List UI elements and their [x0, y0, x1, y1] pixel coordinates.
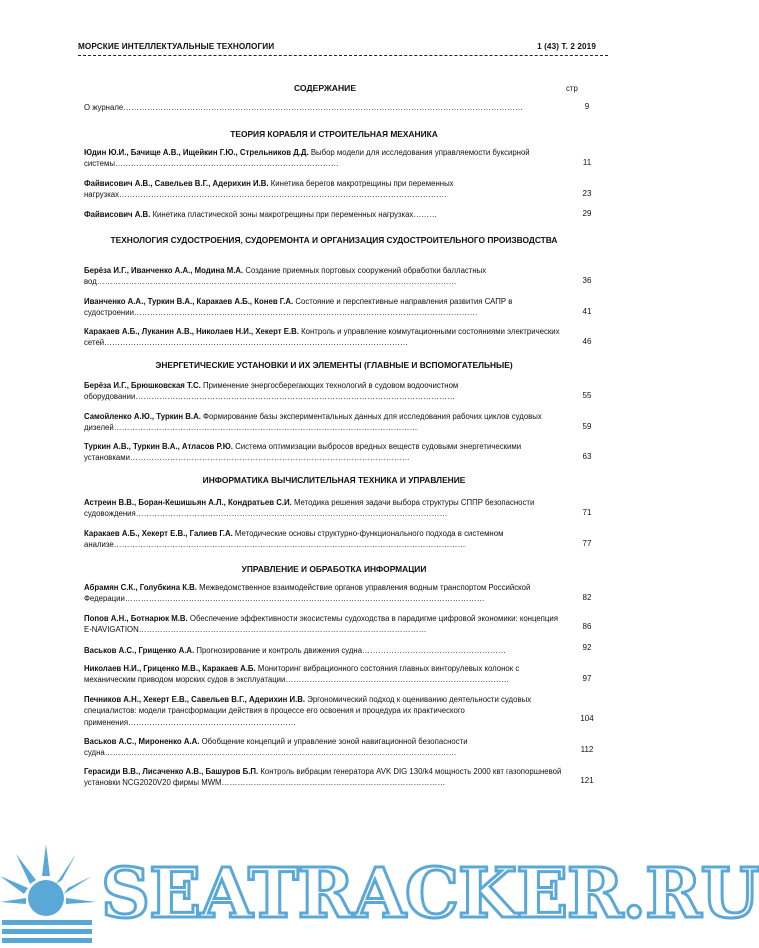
- leader-dots: ………: [413, 210, 438, 219]
- leader-dots: ……………………………………………………………………………………………………………………: [104, 748, 457, 758]
- entry-page: 121: [580, 776, 594, 785]
- entry-title: Контроль и управление коммутационными состояниями электрических сетей: [84, 327, 560, 348]
- toc-entry[interactable]: [84, 663, 562, 686]
- entry-authors: Иванченко А.А., Туркин В.А., Каракаев А.Б., Конев Г.А.: [84, 297, 294, 306]
- entry-authors: Печников А.Н., Хекерт Е.В., Савельев В.Г., Адерихин И.В.: [84, 695, 306, 704]
- toc-entry[interactable]: [84, 296, 562, 319]
- entry-title: Система оптимизации выбросов вредных веществ судовыми энергетическими установками: [84, 442, 522, 463]
- entry-page: 82: [582, 593, 592, 602]
- entry-title: Обеспечение эффективности экосистемы судоходства в парадигме цифровой экономики: концепция E-NAVIGATION: [84, 614, 558, 635]
- leader-dots: …………………………………………………………………………………………………………………: [133, 308, 478, 318]
- entry-authors: Туркин А.В., Туркин В.А., Атласов Р.Ю.: [84, 442, 233, 451]
- toc-entry[interactable]: [84, 694, 562, 728]
- header-rule: [78, 55, 608, 56]
- leader-dots: ……………………………………………………………………………………………………: [104, 338, 409, 348]
- sun-logo-icon: [0, 842, 100, 946]
- entry-title: Выбор модели для исследования управляемости буксирной системы: [84, 148, 530, 169]
- leader-dots: ………………………………………………………: [128, 717, 297, 727]
- toc-entry[interactable]: [84, 497, 562, 520]
- toc-entry[interactable]: [84, 528, 562, 551]
- leader-dots: ………………………………………………………………………………………………………: [135, 509, 448, 519]
- toc-entry[interactable]: [84, 411, 562, 434]
- page-column-label: стр: [566, 84, 578, 93]
- entry-authors: Астреин В.В., Боран-Кешишьян А.Л., Кондратьев С.И.: [84, 498, 292, 507]
- entry-title: Межведомственное взаимодействие органов управления водным транспортом Российской Федерации: [84, 583, 531, 604]
- entry-authors: Васьков А.С., Мироненко А.А.: [84, 737, 200, 746]
- entry-title: Методические основы структурно-функционального подхода в системном анализе: [84, 529, 504, 550]
- entry-page: 97: [582, 674, 592, 683]
- entry-page: 9: [584, 102, 590, 111]
- entry-authors: Юдин Ю.И., Бачище А.В., Ищейкин Г.Ю., Стрельников Д.Д.: [84, 148, 309, 157]
- entry-authors: Файвисович А.В., Савельев В.Г., Адерихин И.В.: [84, 179, 269, 188]
- section-heading: ИНФОРМАТИКА ВЫЧИСЛИТЕЛЬНАЯ ТЕХНИКА И УПРАВЛЕНИЕ: [202, 475, 466, 485]
- leader-dots: ……………………………………………………………………………………………………: [113, 423, 418, 433]
- entry-authors: Васьков А.С., Грищенко А.А.: [84, 646, 195, 655]
- entry-title: Кинетика пластической зоны макротрещины при переменных нагрузках: [152, 210, 414, 219]
- entry-page: 23: [582, 189, 592, 198]
- toc-entry[interactable]: [84, 613, 562, 636]
- toc-entry[interactable]: [84, 645, 562, 656]
- toc-entry-about[interactable]: [84, 102, 562, 113]
- leader-dots: …………………………………………………………………………………………………………: [135, 392, 456, 402]
- entry-authors: Каракаев А.Б., Луканин А.В., Николаев Н.И., Хекерт Е.В.: [84, 327, 299, 336]
- leader-dots: …………………………………………………………………………: [221, 778, 446, 788]
- toc-entry[interactable]: [84, 582, 562, 605]
- leader-dots: ……………………………………………………………………………………………: [129, 453, 410, 463]
- entry-authors: Берёза И.Г., Брюшковская Т.С.: [84, 381, 201, 390]
- entry-title: Кинетика берегов макротрещины при переменных нагрузках: [84, 179, 454, 200]
- toc-entry[interactable]: [84, 441, 562, 464]
- entry-title: Эргономический подход к оцениванию деятельности судовых специалистов: модели трансформации действия в процессе его освоения и процедура их практического применения: [84, 695, 532, 727]
- running-header: [78, 42, 596, 51]
- toc-entry[interactable]: [84, 147, 562, 170]
- leader-dots: …………………………………………………………………………: [114, 159, 339, 169]
- entry-authors: Файвисович А.В.: [84, 210, 151, 219]
- entry-title: Мониторинг вибрационного состояния главных винторулевых колонок с механическим приводом морских судов в эксплуатации: [84, 664, 520, 685]
- leader-dots: ……………………………………………………………………………………………………………………: [113, 540, 466, 550]
- section-heading: ТЕОРИЯ КОРАБЛЯ И СТРОИТЕЛЬНАЯ МЕХАНИКА: [230, 129, 438, 139]
- entry-authors: Николаев Н.И., Гриценко М.В., Каракаев А.Б.: [84, 664, 256, 673]
- entry-page: 112: [580, 745, 594, 754]
- section-heading: ТЕХНОЛОГИЯ СУДОСТРОЕНИЯ, СУДОРЕМОНТА И ОРГАНИЗАЦИЯ СУДОСТРОИТЕЛЬНОГО ПРОИЗВОДСТВА: [110, 235, 558, 245]
- issue-number: 1 (43) Т. 2 2019: [537, 42, 596, 51]
- section-heading: ЭНЕРГЕТИЧЕСКИЕ УСТАНОВКИ И ИХ ЭЛЕМЕНТЫ (ГЛАВНЫЕ И ВСПОМОГАТЕЛЬНЫЕ): [155, 360, 513, 370]
- entry-title: Контроль вибрации генератора AVK DIG 130/k4 мощность 2000 квт газопоршневой установки NCG2020V20 фирмы MWM: [84, 767, 562, 788]
- toc-title: СОДЕРЖАНИЕ: [293, 83, 357, 93]
- leader-dots: …………………………………………………………………………: [285, 675, 510, 685]
- journal-name: МОРСКИЕ ИНТЕЛЛЕКТУАЛЬНЫЕ ТЕХНОЛОГИИ: [78, 42, 275, 51]
- toc-entry[interactable]: [84, 736, 562, 759]
- entry-title: О журнале: [84, 103, 124, 112]
- toc-entry[interactable]: [84, 380, 562, 403]
- entry-page: 86: [582, 622, 592, 631]
- entry-page: 92: [582, 643, 592, 652]
- entry-page: 11: [582, 158, 592, 167]
- section-heading: УПРАВЛЕНИЕ И ОБРАБОТКА ИНФОРМАЦИИ: [241, 564, 427, 574]
- entry-page: 77: [582, 539, 592, 548]
- toc-entry[interactable]: [84, 178, 562, 201]
- leader-dots: ………………………………………………………………………………………………: [138, 625, 427, 635]
- entry-authors: Каракаев А.Б., Хекерт Е.В., Галиев Г.А.: [84, 529, 233, 538]
- entry-authors: Попов А.Н., Ботнарюк М.В.: [84, 614, 188, 623]
- entry-title: Прогнозирование и контроль движения судна: [196, 646, 363, 655]
- entry-title: Обобщение концепций и управление зоной навигационной безопасности судна: [84, 737, 468, 758]
- entry-page: 29: [582, 209, 592, 218]
- entry-authors: Герасиди В.В., Лисаченко А.В., Башуров Б.П.: [84, 767, 259, 776]
- entry-title: Создание приемных портовых сооружений обработки балластных вод: [84, 266, 487, 287]
- leader-dots: ……………………………………………………………………………………………………………………………………: [123, 103, 524, 112]
- toc-entry[interactable]: [84, 326, 562, 349]
- leader-dots: ………………………………………………: [362, 646, 507, 655]
- entry-page: 104: [580, 714, 594, 723]
- entry-page: 36: [582, 276, 592, 285]
- toc-entry[interactable]: [84, 265, 562, 288]
- entry-page: 71: [582, 508, 592, 517]
- entry-title: Методика решения задачи выбора структуры СППР безопасности судовождения: [84, 498, 535, 519]
- entry-title: Формирование базы экспериментальных данных для исследования рабочих циклов судовых дизелей: [84, 412, 542, 433]
- entry-page: 55: [582, 391, 592, 400]
- entry-title: Применение энергосберегающих технологий в судовом водоочистном оборудовании: [84, 381, 459, 402]
- entry-page: 59: [582, 422, 592, 431]
- entry-authors: Берёза И.Г., Иванченко А.А., Модина М.А.: [84, 266, 244, 275]
- leader-dots: ………………………………………………………………………………………………………………………: [124, 594, 485, 604]
- entry-authors: Самойленко А.Ю., Туркин В.А.: [84, 412, 201, 421]
- toc-entry[interactable]: [84, 766, 562, 789]
- leader-dots: ……………………………………………………………………………………………………………: [119, 190, 447, 200]
- entry-page: 41: [582, 307, 592, 316]
- entry-authors: Абрамян С.К., Голубкина К.В.: [84, 583, 197, 592]
- leader-dots: ………………………………………………………………………………………………………………………: [96, 277, 457, 287]
- entry-title: Состояние и перспективные направления развития САПР в судостроении: [84, 297, 513, 318]
- entry-page: 63: [582, 452, 592, 461]
- watermark-text: SEATRACKER.RU: [101, 854, 759, 934]
- entry-page: 46: [582, 337, 592, 346]
- toc-entry[interactable]: [84, 209, 562, 220]
